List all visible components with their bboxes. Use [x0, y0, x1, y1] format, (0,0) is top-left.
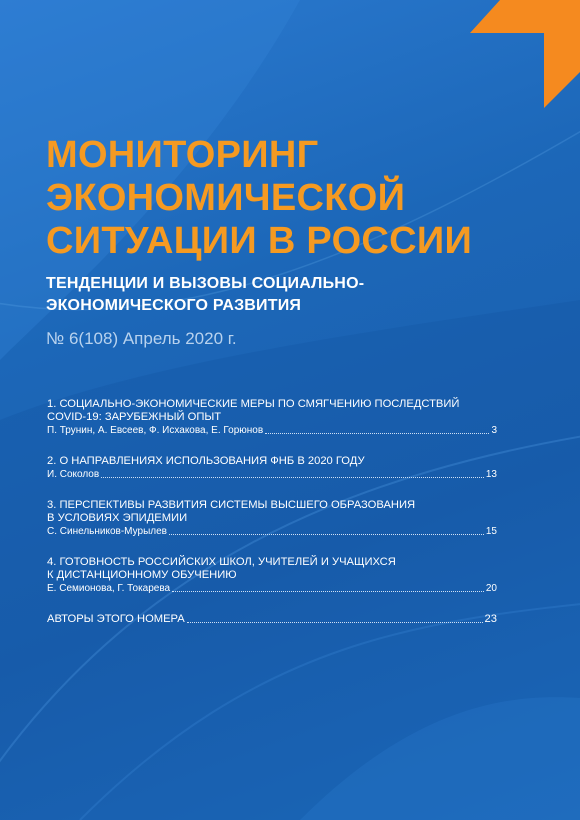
- dot-leader: [101, 477, 484, 478]
- dot-leader: [265, 433, 489, 434]
- toc-authors-page: 23: [484, 613, 497, 625]
- issue-number: № 6(108) Апрель 2020 г.: [46, 329, 237, 348]
- toc-item-title: 1. СОЦИАЛЬНО-ЭКОНОМИЧЕСКИЕ МЕРЫ ПО СМЯГЧЕНИЮ ПОСЛЕДСТВИЙ COVID-19: ЗАРУБЕЖНЫЙ ОПЫТ: [47, 398, 460, 423]
- toc-item[interactable]: [47, 499, 497, 538]
- journal-subtitle: ТЕНДЕНЦИИ И ВЫЗОВЫ СОЦИАЛЬНО- ЭКОНОМИЧЕСКОГО РАЗВИТИЯ: [46, 275, 365, 314]
- toc-item-line: [47, 582, 497, 595]
- toc-item-authors: П. Трунин, А. Евсеев, Ф. Исхакова, Е. Горюнов: [47, 425, 264, 436]
- toc-item-line: [47, 424, 497, 437]
- toc-item-line: [47, 525, 497, 538]
- toc-item-page: 3: [491, 425, 497, 436]
- toc-item-line: [47, 468, 497, 481]
- title-block: [46, 134, 546, 350]
- toc-item-page: 20: [485, 583, 497, 594]
- toc-item-title: 3. ПЕРСПЕКТИВЫ РАЗВИТИЯ СИСТЕМЫ ВЫСШЕГО ОБРАЗОВАНИЯ В УСЛОВИЯХ ЭПИДЕМИИ: [47, 499, 416, 524]
- dot-leader: [169, 534, 484, 535]
- toc-item-title: 2. О НАПРАВЛЕНИЯХ ИСПОЛЬЗОВАНИЯ ФНБ В 2020 ГОДУ: [47, 455, 365, 467]
- toc-item[interactable]: [47, 398, 497, 437]
- toc-item-authors: И. Соколов: [47, 469, 100, 480]
- toc-item-page: 13: [485, 469, 497, 480]
- toc-authors-title: АВТОРЫ ЭТОГО НОМЕРА: [47, 613, 185, 625]
- toc-authors-entry[interactable]: [47, 613, 497, 626]
- toc-item-authors: С. Синельников-Мурылев: [47, 526, 167, 537]
- table-of-contents: [47, 398, 497, 626]
- dot-leader: [187, 622, 483, 623]
- toc-item-authors: Е. Семионова, Г. Токарева: [47, 583, 171, 594]
- toc-item-title: 4. ГОТОВНОСТЬ РОССИЙСКИХ ШКОЛ, УЧИТЕЛЕЙ И УЧАЩИХСЯ К ДИСТАНЦИОННОМУ ОБУЧЕНИЮ: [47, 556, 396, 581]
- toc-item[interactable]: [47, 556, 497, 595]
- toc-item[interactable]: [47, 455, 497, 481]
- toc-item-page: 15: [485, 526, 497, 537]
- dot-leader: [172, 591, 484, 592]
- journal-title: МОНИТОРИНГ ЭКОНОМИЧЕСКОЙ СИТУАЦИИ В РОССИИ: [46, 134, 473, 262]
